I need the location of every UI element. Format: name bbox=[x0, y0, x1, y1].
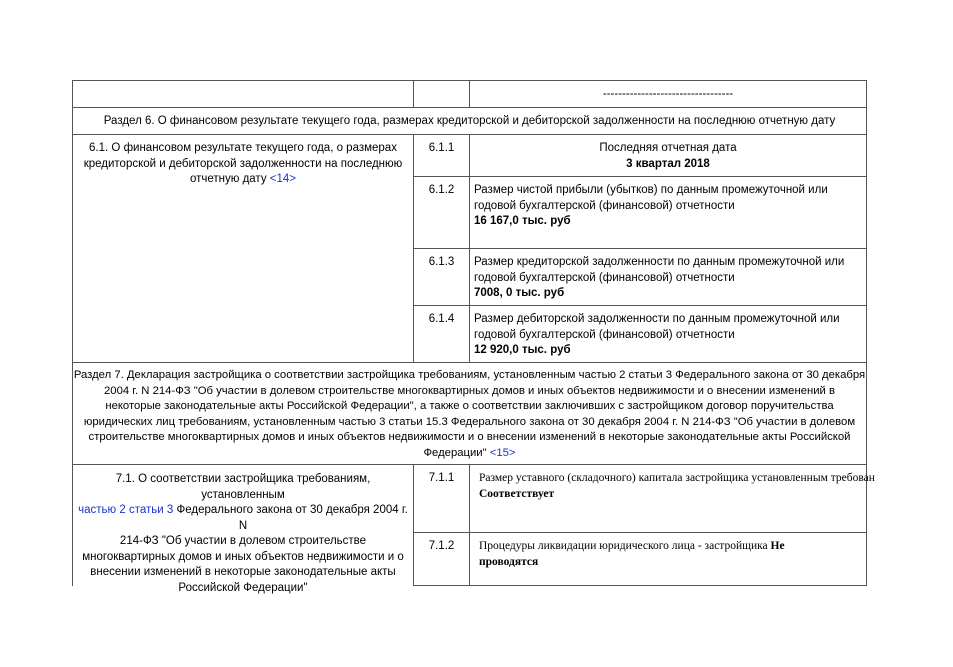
footnote-link-15[interactable]: <15> bbox=[489, 446, 516, 459]
footnote-link-14[interactable]: <14> bbox=[269, 173, 297, 185]
row-divider bbox=[413, 305, 867, 306]
row-value: Соответствует bbox=[479, 487, 555, 500]
row-content: Размер чистой прибыли (убытков) по данным промежуточной или годовой бухгалтерской (финансовой) отчетности 16 167,0 тыс. руб bbox=[474, 183, 866, 230]
row-number: 7.1.1 bbox=[428, 472, 455, 484]
row-divider bbox=[413, 248, 867, 249]
row-number: 6.1.4 bbox=[428, 313, 455, 325]
table-border-right bbox=[866, 80, 867, 586]
row-divider bbox=[72, 362, 867, 363]
section6-header: Раздел 6. О финансовом результате текущего года, размерах кредиторской и дебиторской задолженности на последнюю отчетную дату bbox=[103, 115, 836, 127]
row-divider bbox=[72, 107, 867, 108]
section7-left-cell: 7.1. О соответствии застройщика требованиям, установленным частью 2 статьи 3 Федерального закона от 30 декабря 2004 г. N 214-ФЗ "Об участии в долевом строительстве многоквартирных домов и иных объектов недвижимости и о внесении изменений в некоторые законодательные акты Российской Федерации" bbox=[78, 473, 408, 594]
row-number: 6.1.1 bbox=[428, 142, 455, 154]
top-row-dashes: ---------------------------------- bbox=[602, 88, 734, 100]
row-value: 3 квартал 2018 bbox=[626, 157, 710, 170]
section6-left-cell: 6.1. О финансовом результате текущего года, о размерах кредиторской и дебиторской задолженности на последнюю отчетную дату <14> bbox=[83, 142, 403, 185]
row-content: Размер уставного (складочного) капитала застройщика установленным требован Соответствует bbox=[479, 471, 880, 502]
section7-header: Раздел 7. Декларация застройщика о соответствии застройщика требованиям, установленным частью 2 статьи 3 Федерального закона от 30 декабря 2004 г. N 214-ФЗ "Об участии в долевом строительстве многоквартирных домов и иных объектов недвижимости и о внесении изменений в некоторые законодательные акты Российской Федерации", а также о соответствии заключивших с застройщиком договор поручительства юридических лиц требованиям, установленным частью 3 статьи 15.3 Федерального закона от 30 декабря 2004 г. N 214-ФЗ "Об участии в долевом строительстве многоквартирных домов и иных объектов недвижимости и о внесении изменений в некоторые законодательные акты Российской Федерации" <15> bbox=[73, 369, 866, 459]
row-divider bbox=[413, 176, 867, 177]
row-number: 6.1.2 bbox=[428, 184, 455, 196]
row-value: 16 167,0 тыс. руб bbox=[474, 215, 571, 227]
row-value: проводятся bbox=[479, 555, 539, 568]
row-content: Размер кредиторской задолженности по данным промежуточной или годовой бухгалтерской (финансовой) отчетности 7008, 0 тыс. руб bbox=[474, 255, 866, 302]
row-content: Последняя отчетная дата 3 квартал 2018 bbox=[470, 141, 866, 172]
row-value: 12 920,0 тыс. руб bbox=[474, 344, 571, 356]
row-number: 6.1.3 bbox=[428, 256, 455, 268]
row-content: Размер дебиторской задолженности по данным промежуточной или годовой бухгалтерской (финансовой) отчетности 12 920,0 тыс. руб bbox=[474, 312, 866, 359]
col-divider bbox=[413, 134, 414, 362]
col-divider bbox=[413, 80, 414, 107]
law-article-link[interactable]: частью 2 статьи 3 bbox=[78, 504, 174, 516]
row-content: Процедуры ликвидации юридического лица - застройщика Не проводятся bbox=[479, 539, 864, 570]
row-divider bbox=[413, 585, 867, 586]
row-divider bbox=[413, 532, 867, 533]
col-divider bbox=[469, 464, 470, 586]
row-value: 7008, 0 тыс. руб bbox=[474, 287, 565, 299]
row-number: 7.1.2 bbox=[428, 540, 455, 552]
